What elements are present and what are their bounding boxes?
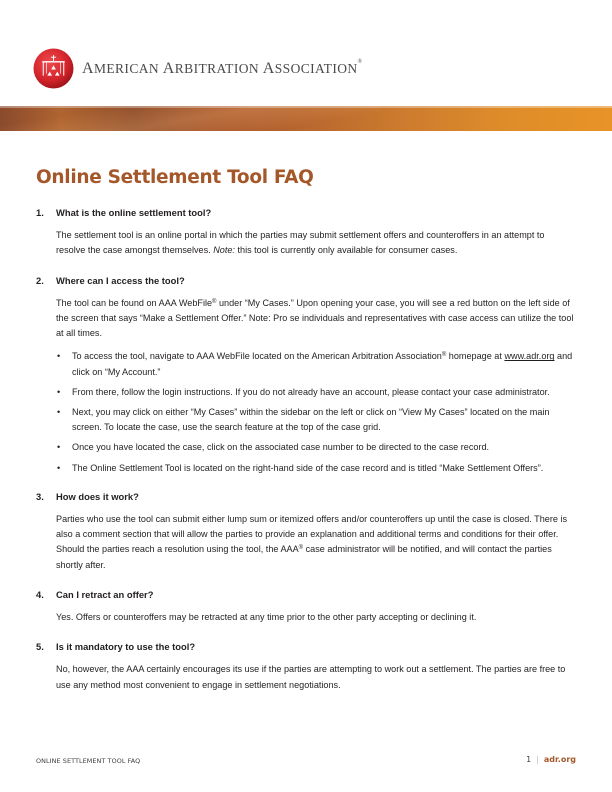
page-title: Online Settlement Tool FAQ — [36, 167, 314, 188]
footer-site-link[interactable]: adr.org — [543, 755, 576, 764]
question-text: What is the online settlement tool? — [56, 207, 212, 218]
page-number: 1 — [526, 755, 532, 764]
list-item: • Once you have located the case, click on the associated case number to be directed to the case record. — [56, 440, 576, 455]
list-item: • Next, you may click on either “My Cases” within the sidebar on the left or click on “View My Cases” located on the main screen. To locate the case, use the search feature at the top of the case grid. — [56, 405, 576, 435]
footer-document-title: ONLINE SETTLEMENT TOOL FAQ — [36, 757, 141, 765]
faq-answer-5: No, however, the AAA certainly encourages its use if the parties are attempting to work out a settlement. The parties are free to use any method most convenient to engage in settlement negotiations. — [56, 664, 566, 690]
question-text: Can I retract an offer? — [56, 588, 154, 600]
bullet-icon: • — [57, 407, 61, 418]
question-text: How does it work? — [56, 490, 139, 502]
bullet-icon: • — [57, 442, 61, 453]
faq-question-1 — [36, 205, 576, 220]
question-number: 1. — [36, 207, 44, 218]
question-number: 2. — [36, 274, 44, 286]
question-text: Where can I access the tool? — [56, 274, 185, 286]
question-text: Is it mandatory to use the tool? — [56, 641, 196, 653]
faq-answer-1: The settlement tool is an online portal in which the parties may submit settlement offers and counteroffers in an attempt to resolve the case amongst themselves. Note: this tool is currently only available for consumer cases. — [56, 230, 545, 256]
list-item: • From there, follow the login instructions. If you do not already have an account, please contact your case administrator. — [56, 385, 576, 400]
faq-question-3 — [36, 489, 576, 504]
faq-answer-4: Yes. Offers or counteroffers may be retracted at any time prior to the other party accepting or declining it. — [56, 612, 477, 623]
aaa-logo-icon — [33, 48, 74, 89]
bullet-icon: • — [57, 351, 61, 362]
question-number: 5. — [36, 641, 44, 653]
header-gradient-band — [0, 106, 612, 131]
faq-question-4 — [36, 587, 576, 602]
logo-word-1: AMERICAN — [82, 60, 163, 77]
access-steps-list — [36, 349, 576, 475]
bullet-icon: • — [57, 386, 61, 397]
header — [0, 0, 612, 140]
faq-content — [36, 205, 576, 693]
logo-registered-mark: ® — [357, 59, 363, 65]
logo-wordmark — [82, 60, 363, 78]
faq-answer-3: Parties who use the tool can submit either lump sum or itemized offers and/or counteroffers up until the case is closed. There is also a comment section that will allow the parties to provide an explanation and additional terms and conditions for their offer. Should the parties reach a resolution using the tool, the AAA® case administrator will be notified, and will contact the parties shortly after. — [56, 514, 568, 570]
list-item: • The Online Settlement Tool is located on the right-hand side of the case record and is titled “Make Settlement Offers”. — [56, 461, 576, 476]
logo-word-2: ARBITRATION — [162, 60, 263, 77]
logo-word-3: ASSOCIATION — [262, 60, 358, 77]
bullet-icon: • — [57, 462, 61, 473]
adr-org-link[interactable]: www.adr.org — [504, 351, 555, 362]
footer-page-info — [526, 755, 576, 764]
faq-question-2 — [36, 273, 576, 288]
note-label: Note: — [213, 245, 235, 256]
list-item: • To access the tool, navigate to AAA WebFile located on the American Arbitration Association® homepage at www.adr.org and click on “My Account.” — [56, 349, 576, 379]
footer-separator: | — [536, 755, 539, 764]
question-number: 4. — [36, 588, 44, 600]
faq-question-5 — [36, 639, 576, 654]
question-number: 3. — [36, 490, 44, 502]
faq-answer-2: The tool can be found on AAA WebFile® under “My Cases.” Upon opening your case, you will see a red button on the left side of the screen that says “Make a Settlement Offer.” Note: Pro se individuals and representatives with case access can utilize the tool at all times. — [56, 297, 574, 339]
